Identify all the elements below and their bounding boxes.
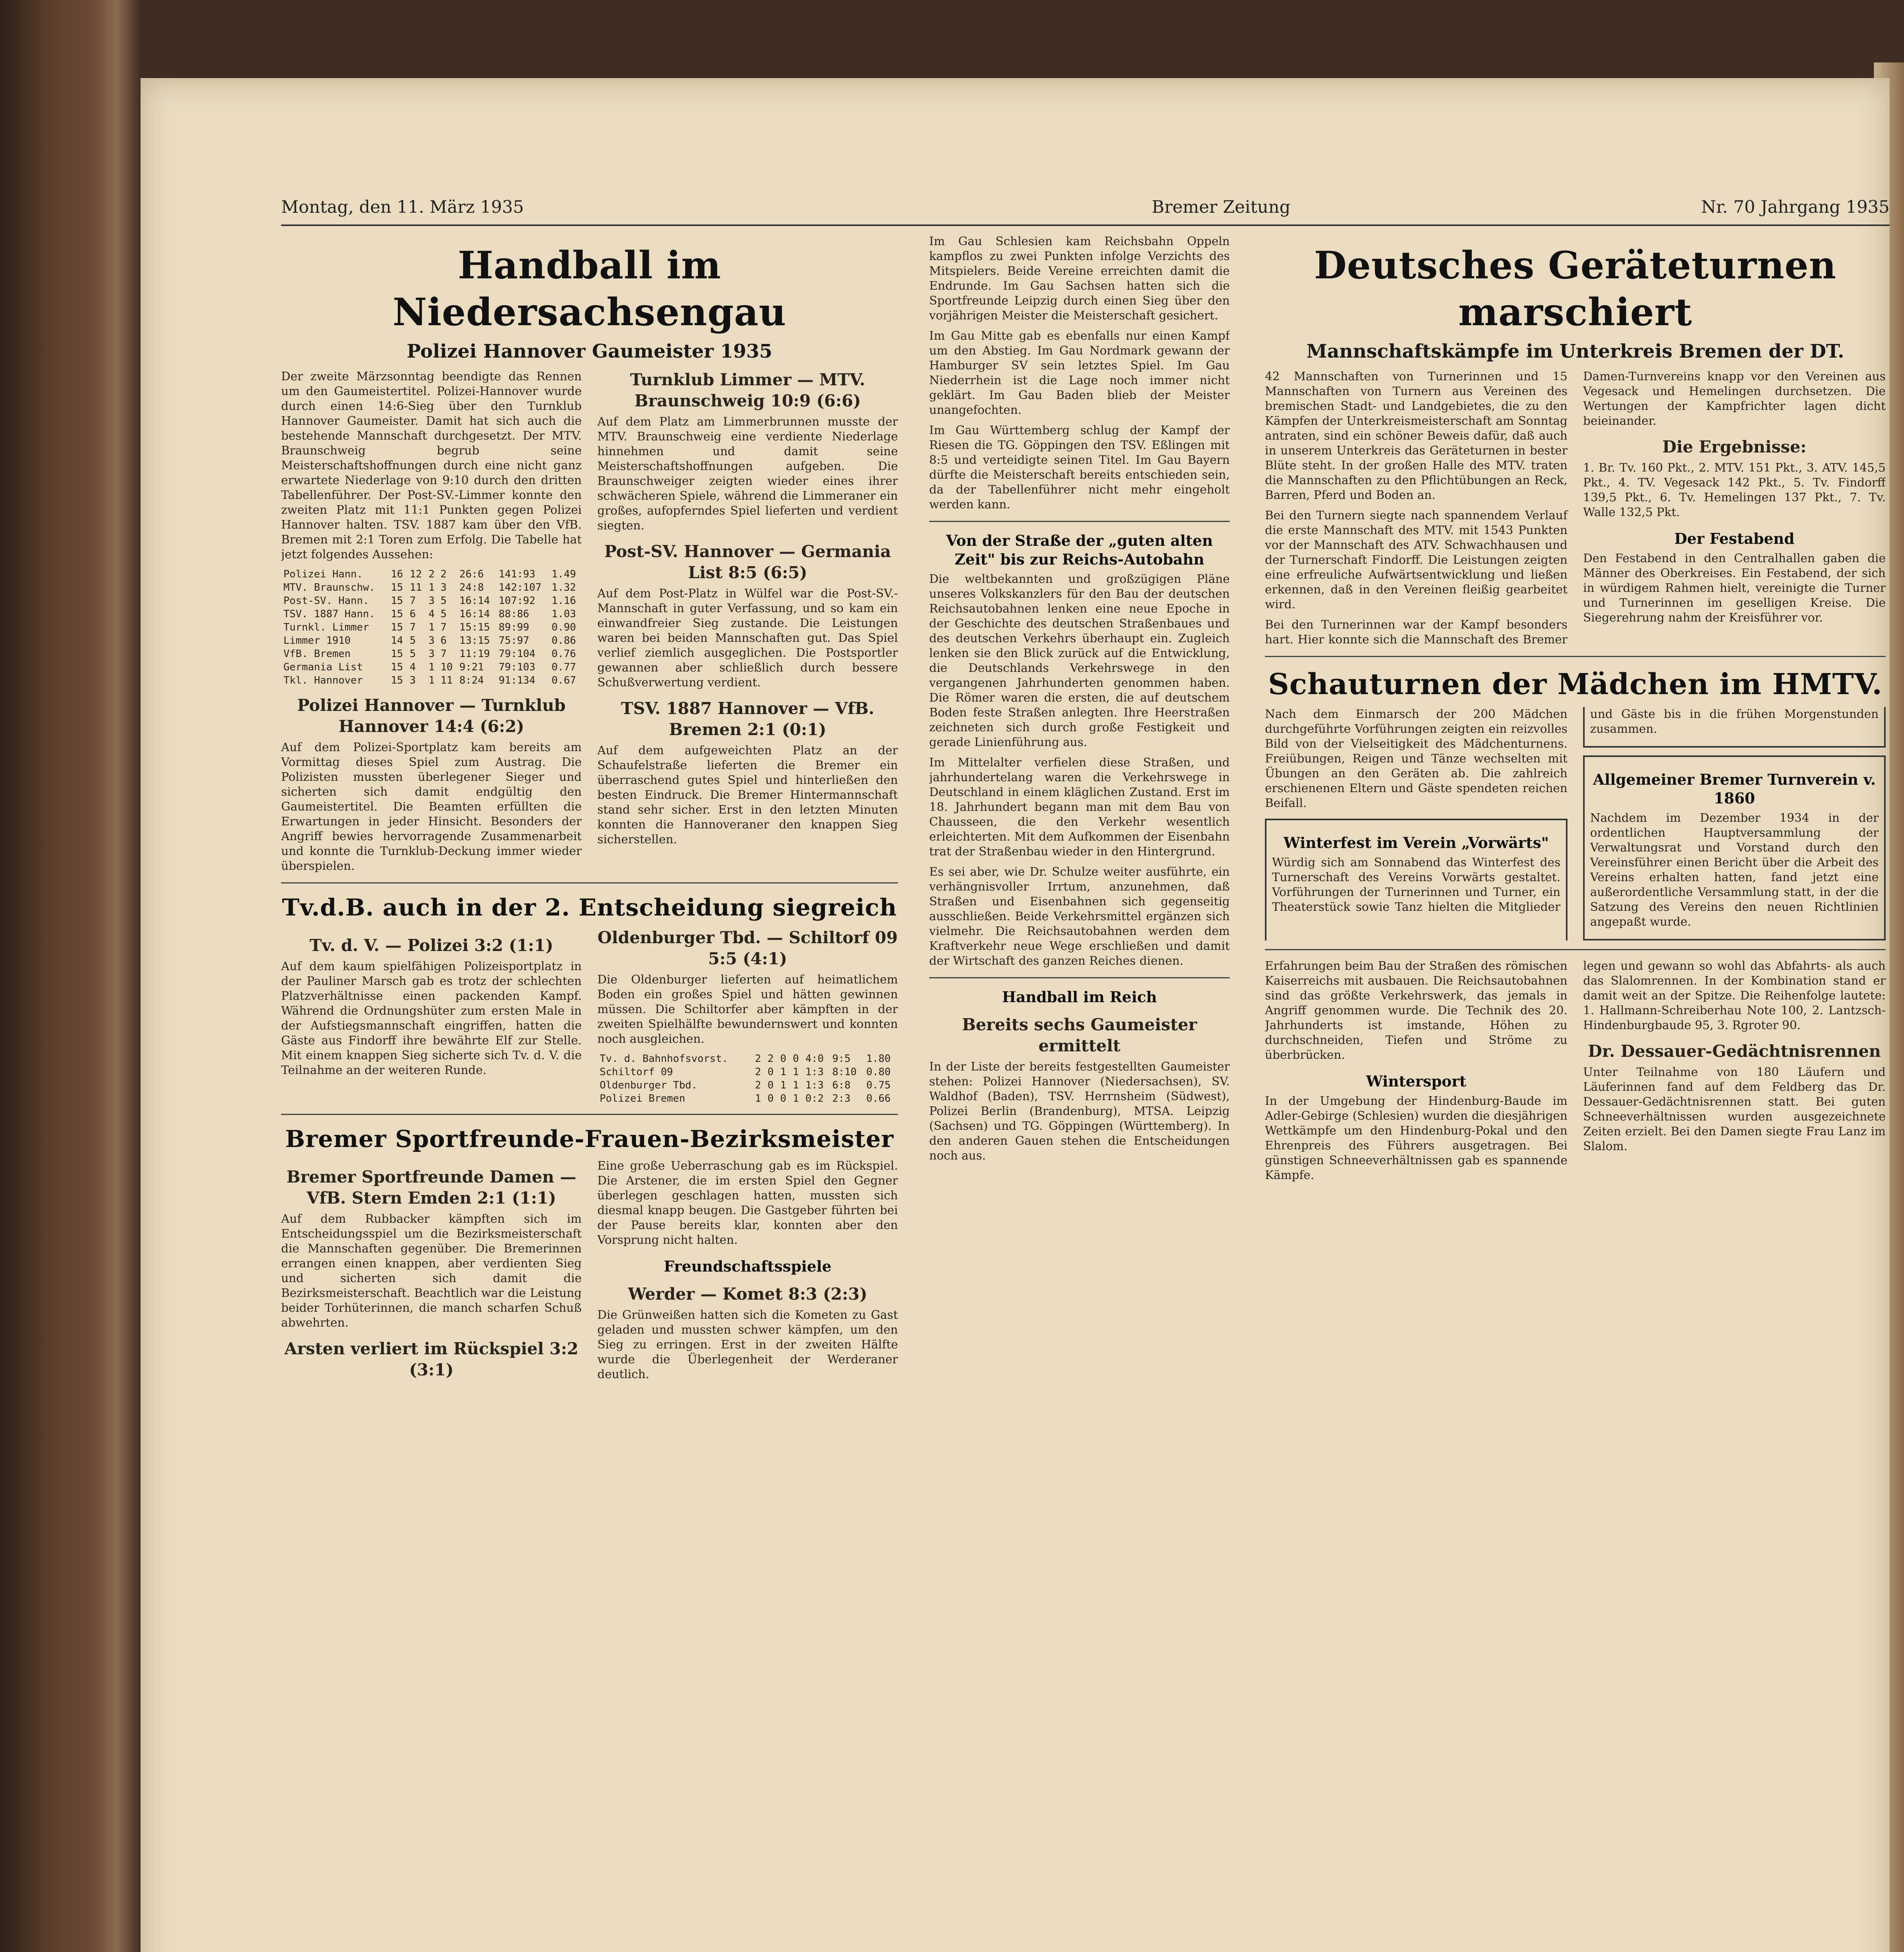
table-cell: 0.75 (866, 1079, 891, 1091)
table-cell: 141:93 (499, 568, 536, 580)
table-cell: 1 (780, 1079, 786, 1091)
tvdb-subtitle: Tv. d. V. — Polizei 3:2 (1:1) (309, 936, 554, 955)
table-cell: 3 (428, 635, 435, 647)
table-cell: 0.90 (551, 622, 576, 633)
table-cell: Limmer 1910 (283, 635, 351, 647)
table-cell: Polizei Bremen (600, 1093, 686, 1104)
section-rule (929, 521, 1230, 522)
schauturnen-text: Nach dem Einmarsch der 200 Mädchen durchgeführte Vorführungen zeigten ein reizvolles Bild von der Vielseitigkeit des Mädchenturnens. Freiübungen, Reigen und Tänze wechselten mit Übungen an den Geräten ab. Die zahlreich erschienenen Eltern und Gäste spendeten reichen Beifall. (1265, 707, 1567, 810)
winterfest-title: Winterfest im Verein „Vorwärts" (1283, 834, 1549, 851)
header-date: Montag, den 11. März 1935 (281, 197, 524, 217)
headline-handball: Handball im Niedersachsengau (392, 243, 787, 334)
subheadline-mannschaft: Mannschaftskämpfe im Unterkreis Bremen der DT. (1306, 340, 1844, 362)
table-cell: 0.86 (551, 635, 576, 647)
table-cell: 12 (410, 568, 422, 580)
turnen-article (1265, 369, 1886, 647)
table-cell: 11:19 (459, 648, 490, 660)
table-cell: 15 (391, 661, 403, 673)
table-cell: 2 (768, 1053, 774, 1065)
wintersport-text: In der Umgebung der Hindenburg-Baude im Adler-Gebirge (Schlesien) wurden die diesjährigen Wettkämpfe um den Hindenburg-Pokal und den Ehrenpreis des Führers ausgetragen. Bei günstigen Schneeverhältnissen gab es spannende Kämpfe. (1265, 1094, 1567, 1182)
table-cell: 3 (440, 582, 447, 593)
table-cell: 91:134 (499, 675, 536, 686)
arsten-title: Arsten verliert im Rückspiel 3:2 (3:1) (284, 1339, 579, 1379)
winterfest-text: Würdig sich am Sonnabend das Winterfest des Turnerschaft des Vereins Vorwärts gestaltet. Vorführungen der Turnerinnen und Turner, ein Theaterstück sowie Tanz hielten die Mitglieder und Gäste bis in die frühen Morgenstunden zusammen. (1272, 707, 1879, 914)
table-cell: 107:92 (499, 595, 536, 607)
table-cell: 0 (768, 1066, 774, 1078)
turnverein-text: Nachdem im Dezember 1934 in der ordentlichen Hauptversammlung der Verwaltungsrat und Vorstand durch den Vereinsführer einen Bericht über die Arbeit des Vereins erhalten hatten, fand jetzt eine außerordentliche Versammlung statt, in der die Satzung des Vereins den neuen Richtlinien angepaßt wurde. (1590, 811, 1879, 929)
oldenburg-table (597, 1052, 898, 1105)
table-cell: 0 (780, 1053, 786, 1065)
table-row (281, 647, 582, 661)
table-cell: 13:15 (459, 635, 490, 647)
table-cell: 2 (428, 568, 435, 580)
header-issue: Nr. 70 Jahrgang 1935 (1701, 197, 1890, 217)
frauen-article (281, 1159, 898, 1386)
dessauer-text: Unter Teilnahme von 180 Läufern und Läuferinnen fand auf dem Feldberg das Dr. Dessauer-Gedächtnisrennen statt. Bei guten Schneeverhältnissen wurden ausgezeichnete Zeiten erzielt. Bei den Damen siegte Frau Lanz im Slalom. (1583, 1065, 1886, 1153)
table-row (597, 1052, 898, 1065)
table-cell: 11 (440, 675, 453, 686)
table-cell: 2:3 (832, 1093, 851, 1104)
table-cell: 1 (780, 1066, 786, 1078)
table-cell: 1 (793, 1079, 799, 1091)
table-row (597, 1079, 898, 1092)
table-cell: 15 (391, 608, 403, 620)
table-cell: 0 (780, 1093, 786, 1104)
frauen-subtitle: Bremer Sportfreunde Damen — VfB. Stern Emden 2:1 (1:1) (286, 1167, 577, 1208)
table-cell: 7 (440, 622, 447, 633)
turnen-text2: Bei den Turnern siegte nach spannendem Verlauf die erste Mannschaft des MTV. mit 1543 Punkten vor der Mannschaft des ATV. Schwachhausen und der Turnerschaft Findorff. Die Leistungen zeigten eine erfreuliche Aufwärtsentwicklung und ließen erkennen, daß in den Vereinen fleißig gearbeitet wird. (1265, 509, 1567, 611)
wintersport-title: Wintersport (1366, 1072, 1466, 1090)
table-cell: 142:107 (499, 582, 541, 593)
table-cell: 16:14 (459, 595, 490, 607)
handball-reich-title: Handball im Reich (1002, 988, 1157, 1006)
oldenburg-title: Oldenburger Tbd. — Schiltorf 09 5:5 (4:1) (597, 928, 898, 968)
header-masthead: Bremer Zeitung (1152, 197, 1291, 217)
strasse-text3: Es sei aber, wie Dr. Schulze weiter ausführte, ein verhängnisvoller Irrtum, anzunehmen, daß Straßen und Eisenbahnen sich gegenseitig ausschließen. Beide Verkehrsmittel ergänzen sich vielmehr. Die Reichsautobahnen werden dem Kraftverkehr neue Wege erschließen und damit der Wirtschaft des ganzen Reiches dienen. (929, 865, 1230, 968)
results-text: 1. Br. Tv. 160 Pkt., 2. MTV. 151 Pkt., 3. ATV. 145,5 Pkt., 4. TV. Vegesack 142 Pkt., 5. Tv. Findorff 139,5 Pkt., 6. Tv. Hemelingen 137 Pkt., 7. Tv. Walle 132,5 Pkt. (1583, 461, 1886, 519)
table-cell: 6 (440, 635, 447, 647)
strasse-text: Die weltbekannten und großzügigen Pläne unseres Volkskanzlers für den Bau der deutschen Reichsautobahnen lenken eine neue Epoche in der Geschichte des deutschen Straßenbaues und des deutschen Verkehrs überhaupt ein. Zugleich lenken sie den Blick zurück auf die Entwicklung, die Deutschlands Verkehrswege in den vergangenen Jahrhunderten genommen haben. Die Römer waren die ersten, die auf deutschem Boden feste Straßen anlegten. Ihre Heerstraßen zeichneten sich durch große Festigkeit und gerade Linienführung aus. (929, 572, 1230, 749)
table-cell: 10 (440, 661, 453, 673)
table-cell: 1.03 (551, 608, 576, 620)
table-cell: 1:3 (805, 1079, 824, 1091)
page-header (281, 197, 1890, 221)
table-cell: 15 (391, 622, 403, 633)
table-cell: 1 (793, 1066, 799, 1078)
table-cell: Tkl. Hannover (283, 675, 363, 686)
table-cell: 15 (391, 675, 403, 686)
table-cell: 5 (440, 595, 447, 607)
table-cell: 0.67 (551, 675, 576, 686)
table-cell: 6:8 (832, 1079, 851, 1091)
oldenburg-text: Die Oldenburger lieferten auf heimatlichem Boden ein großes Spiel und hätten gewinnen müssen. Die Schiltorfer aber kämpften in der zweiten Spielhälfte bewundernswert und konnten noch ausgleichen. (597, 973, 898, 1046)
game1-title: Polizei Hannover — Turnklub Hannover 14:4 (6:2) (297, 696, 566, 736)
table-cell: 0 (793, 1053, 799, 1065)
table-cell: 89:99 (499, 622, 529, 633)
table-cell: 1.32 (551, 582, 576, 593)
column-handball (281, 234, 898, 1952)
table-cell: 0:2 (805, 1093, 824, 1104)
headline-frauen: Bremer Sportfreunde-Frauen-Bezirksmeister (285, 1126, 894, 1153)
table-cell: 0.66 (866, 1093, 891, 1104)
table-cell: 1.80 (866, 1053, 891, 1065)
section-rule (929, 977, 1230, 978)
table-cell: Tv. d. Bahnhofsvorst. (600, 1053, 728, 1065)
table-cell: 4 (428, 608, 435, 620)
table-row (281, 674, 582, 687)
turnverein-title: Allgemeiner Bremer Turnverein v. 1860 (1593, 771, 1876, 807)
table-cell: 2 (755, 1079, 761, 1091)
game3-text: Auf dem Post-Platz in Wülfel war die Post-SV.-Mannschaft in guter Verfassung, und so kam ein einwandfreier Sieg zustande. Die Leistungen waren bei beiden Mannschaften gut. Das Spiel verlief ziemlich ausgeglichen. Die Postsportler gewannen aber schließlich durch bessere Schußverwertung verdient. (597, 587, 898, 689)
table-cell: 1 (793, 1093, 799, 1104)
tvdb-article (281, 927, 898, 1105)
table-cell: 8:10 (832, 1066, 857, 1078)
table-cell: 11 (410, 582, 422, 593)
table-cell: 0 (768, 1093, 774, 1104)
table-row (281, 621, 582, 634)
article-lead: Der zweite Märzsonntag beendigte das Rennen um den Gaumeistertitel. Polizei-Hannover wurde durch einen 14:6-Sieg über den Turnklub Hannover Gaumeister. Damit hat sich auch die bestehende Mannschaft durchgesetzt. Der MTV. Braunschweig begrub seine Meisterschaftshoffnungen durch eine nicht ganz erwartete Niederlage von 9:10 durch den dritten Tabellenführer. Der Post-SV.-Limmer konnte den zweiten Platz mit 11:1 Punkten gegen Polizei Hannover halten. TSV. 1887 kam über den VfB. Bremen mit 2:1 Toren zum Erfolg. Die Tabelle hat jetzt folgendes Aussehen: (281, 370, 582, 561)
section-rule (1265, 656, 1886, 657)
freund-subtitle: Werder — Komet 8:3 (2:3) (628, 1284, 867, 1304)
game4-text: Auf dem aufgeweichten Platz an der Schaufelstraße lieferten die Bremer ein überraschend gutes Spiel und hinterließen den besten Eindruck. Die Bremer Hintermannschaft stand sehr sicher. Erst in den letzten Minuten konnten die Hannoveraner den knappen Sieg sicherstellen. (597, 744, 898, 846)
table-cell: 3 (428, 595, 435, 607)
table-cell: TSV. 1887 Hann. (283, 608, 375, 620)
table-row (281, 581, 582, 594)
table-cell: VfB. Bremen (283, 648, 351, 660)
gau-results-text3: Im Gau Württemberg schlug der Kampf der Riesen die TG. Göppingen den TSV. Eßlingen mit 8:5 und verteidigte seinen Titel. Im Gau Bayern dürfte die Meisterschaft bereits entschieden sein, da der Tabellenführer nicht mehr eingeholt werden kann. (929, 424, 1230, 511)
table-cell: 9:21 (459, 661, 484, 673)
gau-results-text2: Im Gau Mitte gab es ebenfalls nur einen Kampf um den Abstieg. Im Gau Nordmark gewann der Hamburger SV sein letztes Spiel. Im Gau Niederrhein ist die Lage noch immer nicht geklärt. Im Gau Baden blieb der Meister unangefochten. (929, 329, 1230, 417)
table-cell: 1.49 (551, 568, 576, 580)
table-cell: 79:103 (499, 661, 536, 673)
table-cell: Germania List (283, 661, 363, 673)
table-cell: 1 (428, 661, 435, 673)
table-cell: Turnkl. Limmer (283, 622, 369, 633)
table-cell: 7 (410, 595, 416, 607)
strasse-headline: Von der Straße der „guten alten Zeit" bis zur Reichs-Autobahn (946, 532, 1213, 568)
table-cell: 1.16 (551, 595, 576, 607)
section-rule (281, 882, 898, 883)
table-cell: 0.80 (866, 1066, 891, 1078)
table-cell: 4 (410, 661, 416, 673)
game1-text: Auf dem Polizei-Sportplatz kam bereits am Vormittag dieses Spiel zum Austrag. Die Polizisten mussten überlegener Sieger und sicherten sich damit endgültig den Gaumeistertitel. Die Beamten erfüllten die Erwartungen in jeder Hinsicht. Besonders der Angriff bewies hervorragende Zusammenarbeit und konnte die Turnklub-Deckung immer wieder überspielen. (281, 741, 582, 873)
table-cell: 75:97 (499, 635, 529, 647)
table-cell: 0.77 (551, 661, 576, 673)
table-cell: 1 (428, 582, 435, 593)
wintersport-article (1265, 959, 1886, 1183)
turnen-text3: Bei den Turnerinnen war der Kampf besonders hart. Hier konnte sich die Mannschaft des Bremer Damen-Turnvereins knapp vor den Vereinen aus Vegesack und Hemelingen durchsetzen. Die Wertungen der Kampfrichter lagen dicht beieinander. (1265, 370, 1886, 647)
table-cell: 1 (428, 622, 435, 633)
table-cell: 79:104 (499, 648, 536, 660)
table-cell: 7 (410, 622, 416, 633)
game2-text: Auf dem Platz am Limmerbrunnen musste der MTV. Braunschweig eine verdiente Niederlage hinnehmen und damit seine Meisterschaftshoffnungen aufgeben. Die Braunschweiger zeigten wieder eines ihrer schwächeren Spiele, während die Limmeraner ein großes, aufopferndes Spiel lieferten und verdient siegten. (597, 415, 898, 533)
header-rule (281, 224, 1890, 226)
table-cell: 5 (440, 608, 447, 620)
table-cell: 16:14 (459, 608, 490, 620)
schauturnen-article (1265, 707, 1886, 940)
table-cell: 15 (391, 648, 403, 660)
table-cell: 1 (428, 675, 435, 686)
standings-table (281, 568, 582, 687)
table-cell: 8:24 (459, 675, 484, 686)
table-cell: Polizei Hann. (283, 568, 363, 580)
table-row (597, 1065, 898, 1079)
table-cell: Schiltorf 09 (600, 1066, 673, 1078)
frauen-text: Auf dem Rubbacker kämpften sich im Entscheidungsspiel um die Bezirksmeisterschaft die Mannschaften gegenüber. Die Bremerinnen errangen einen knappen, aber verdienten Sieg und sicherten sich damit die Bezirksmeisterschaft. Beachtlich war die Leistung beider Torhüterinnen, die manch scharfen Schuß abwehrten. (281, 1212, 582, 1330)
column-turnen (1265, 234, 1886, 1952)
table-cell: Post-SV. Hann. (283, 595, 369, 607)
table-cell: 15 (391, 582, 403, 593)
arsten-text: Eine große Ueberraschung gab es im Rückspiel. Die Arstener, die im ersten Spiel den Gegner überlegen geschlagen hatten, mussten sich diesmal knapp beugen. Die Gastgeber führten bei der Pause bereits klar, konnten aber den Vorsprung nicht halten. (597, 1159, 898, 1247)
handball-reich-subtitle: Bereits sechs Gaumeister ermittelt (962, 1015, 1197, 1055)
results-title: Die Ergebnisse: (1662, 437, 1807, 456)
table-cell: 26:6 (459, 568, 484, 580)
gau-results-lead: Im Gau Schlesien kam Reichsbahn Oppeln kampflos zu zwei Punkten infolge Verzichts des Mitspielers. Beide Vereine erreichten damit die Endrunde. Im Gau Sachsen hatten sich die Sportfreunde Leipzig durch einen Sieg über den vorjährigen Meister die Meisterschaft gesichert. (929, 235, 1230, 322)
table-cell: Oldenburger Tbd. (600, 1079, 698, 1091)
table-row (597, 1092, 898, 1105)
table-cell: 3 (410, 675, 416, 686)
table-cell: 4:0 (805, 1053, 824, 1065)
table-cell: 1 (755, 1093, 761, 1104)
section-rule (281, 1114, 898, 1115)
table-row (281, 594, 582, 607)
headline-turnen: Deutsches Geräteturnen marschiert (1314, 243, 1836, 334)
turnen-text1: 42 Mannschaften von Turnerinnen und 15 Mannschaften von Turnern aus Vereinen des bremischen Stadt- und Landgebietes, die zu den Kämpfen der Unterkreismeisterschaft am Sonntag antraten, sind ein schöner Beweis dafür, daß auch in unserem Unterkreis das Geräteturnen in bester Blüte steht. In der großen Halle des MTV. traten die Mannschaften zu den Pflichtübungen an Reck, Barren, Pferd und Boden an. (1265, 370, 1567, 502)
dessauer-title: Dr. Dessauer-Gedächtnisrennen (1588, 1042, 1881, 1061)
table-cell: 5 (410, 635, 416, 647)
table-cell: 2 (440, 568, 447, 580)
table-row (281, 607, 582, 621)
table-cell: 15 (391, 595, 403, 607)
headline-tvdb: Tv.d.B. auch in der 2. Entscheidung siegreich (282, 894, 897, 921)
freund-title: Freundschaftsspiele (664, 1257, 832, 1275)
table-cell: 1:3 (805, 1066, 824, 1078)
strasse-continued: Erfahrungen beim Bau der Straßen des römischen Kaiserreichs mit ausbauen. Die Reichsautobahnen sind das größte Verkehrswerk, das jemals in Angriff genommen wurde. Die Technik des 20. Jahrhunderts ist imstande, Höhen zu durchschneiden, Tiefen und Ströme zu überbrücken. (1265, 959, 1567, 1062)
freund-text: Die Grünweißen hatten sich die Kometen zu Gast geladen und mussten schwer kämpfen, um den Sieg zu erringen. Erst in der zweiten Hälfte wurde die Überlegenheit der Werderaner deutlich. (597, 1308, 898, 1381)
game2-title: Turnklub Limmer — MTV. Braunschweig 10:9 (6:6) (630, 370, 866, 410)
table-cell: 2 (755, 1053, 761, 1065)
ski-results: legen und gewann so wohl das Abfahrts- als auch das Slalomrennen. In der Kombination stand er damit weit an der Spitze. Die Reihenfolge lautete: 1. Hallmann-Schreiberhau Note 100, 2. Lantzsch-Hindenburgbaude 95, 3. Rgroter 90. (1583, 959, 1886, 1032)
tvdb-text: Auf dem kaum spielfähigen Polizeisportplatz in der Pauliner Marsch gab es trotz der schlechten Platzverhältnisse einen packenden Kampf. Während die Ordnungshüter zum ersten Male in der Aufstiegsmannschaft eingriffen, hatten die Gäste aus Findorff ihre bewährte Elf zur Stelle. Mit einem knappen Sieg sicherte sich Tv. d. V. die Teilnahme an der weiteren Runde. (281, 960, 582, 1077)
table-row (281, 634, 582, 647)
table-cell: 5 (410, 648, 416, 660)
table-cell: 15:15 (459, 622, 490, 633)
table-row (281, 661, 582, 674)
table-cell: 16 (391, 568, 403, 580)
table-cell: 3 (428, 648, 435, 660)
strasse-text2: Im Mittelalter verfielen diese Straßen, und jahrhundertelang waren die Verkehrswege in Deutschland in einem kläglichen Zustand. Erst im 18. Jahrhundert begann man mit dem Bau von Chausseen, die den Verkehr wesentlich erleichterten. Mit dem Aufkommen der Eisenbahn trat der Straßenbau wieder in den Hintergrund. (929, 756, 1230, 858)
table-row (281, 568, 582, 581)
table-cell: 7 (440, 648, 447, 660)
turnverein-box (1583, 755, 1886, 940)
handball-article (281, 369, 898, 874)
table-cell: 2 (755, 1066, 761, 1078)
table-cell: 14 (391, 635, 403, 647)
table-cell: MTV. Braunschw. (283, 582, 375, 593)
table-cell: 6 (410, 608, 416, 620)
festabend-text: Den Festabend in den Centralhallen gaben die Männer des Oberkreises. Ein Festabend, der sich in würdigem Rahmen hielt, vereinigte die Turner und Turnerinnen im geselligen Kreise. Die Siegerehrung nahm der Kreisführer vor. (1583, 552, 1886, 625)
table-cell: 24:8 (459, 582, 484, 593)
handball-reich-text: In der Liste der bereits festgestellten Gaumeister stehen: Polizei Hannover (Niedersachsen), SV. Waldhof (Baden), TSV. Herrnsheim (Südwest), Polizei Berlin (Brandenburg), MTSA. Leipzig (Sachsen) und TG. Göppingen (Württemberg). In den anderen Gauen stehen die Entscheidungen noch aus. (929, 1060, 1230, 1163)
subheadline-polizei: Polizei Hannover Gaumeister 1935 (406, 340, 773, 362)
game4-title: TSV. 1887 Hannover — VfB. Bremen 2:1 (0:1) (621, 699, 875, 739)
table-cell: 0 (768, 1079, 774, 1091)
game3-title: Post-SV. Hannover — Germania List 8:5 (6:5) (604, 542, 891, 582)
column-middle (929, 234, 1230, 1952)
section-rule (1265, 949, 1886, 950)
table-cell: 9:5 (832, 1053, 851, 1065)
festabend-title: Der Festabend (1674, 530, 1795, 547)
headline-schauturnen: Schauturnen der Mädchen im HMTV. (1268, 668, 1883, 701)
table-cell: 88:86 (499, 608, 529, 620)
table-cell: 0.76 (551, 648, 576, 660)
